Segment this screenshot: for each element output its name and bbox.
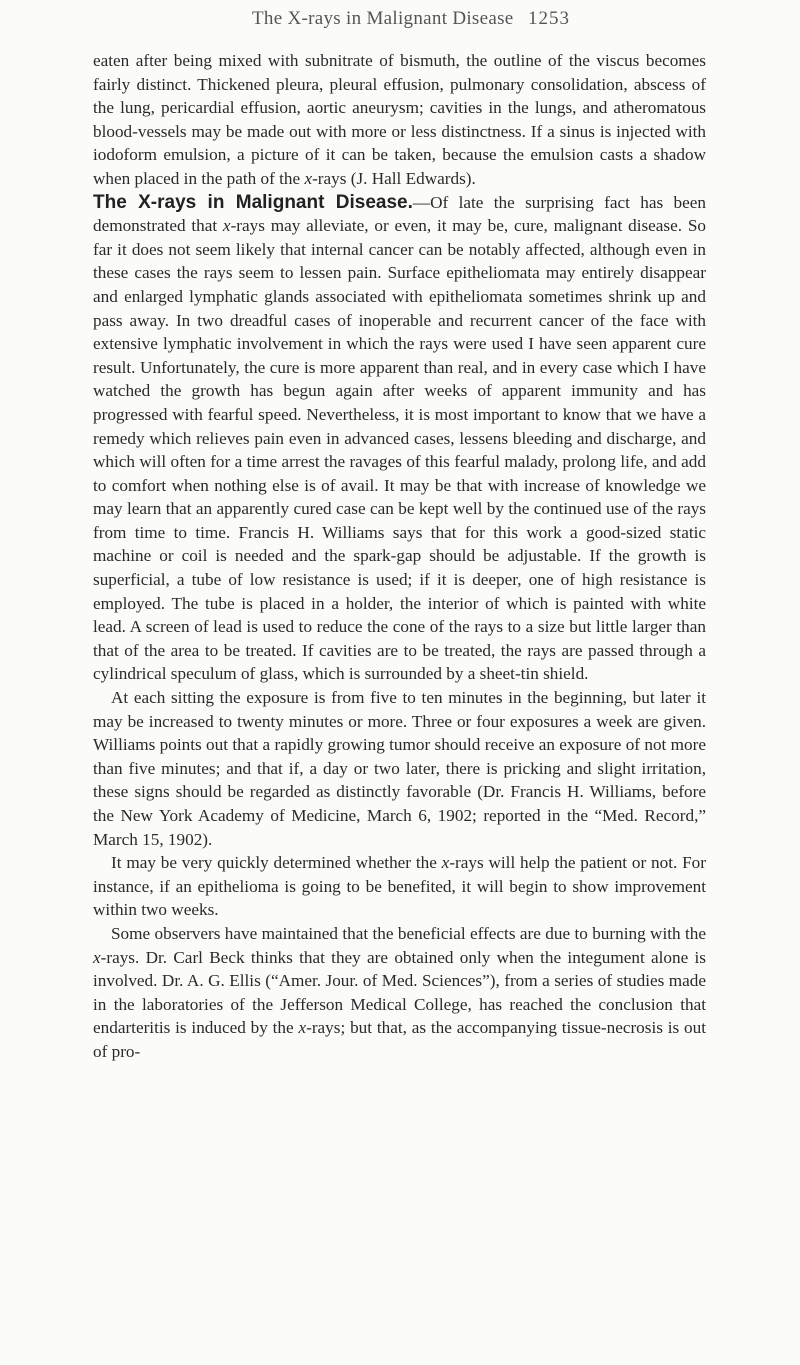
running-title: The X-rays in Malignant Disease — [252, 8, 514, 29]
paragraph-section-start: The X-rays in Malignant Disease.—Of late the surprising fact has been demonstrated that x-rays may alleviate, or even, it may be, cure, malignant disease. So far it does not seem likely that internal cancer can be notably affected, although even in these cases the rays seem to lessen pain. Surface epitheliomata may entirely disappear and enlarged lymphatic glands associated with epitheliomata sometimes shrink up and pass away. In two dreadful cases of inoperable and recurrent cancer of the face with extensive lymphatic involvement in which the rays were used I have seen apparent cure result. Unfortunately, the cure is more apparent than real, and in every case which I have watched the growth has begun again after weeks of apparent immunity and has progressed with fearful speed. Nevertheless, it is most important to know that we have a remedy which relieves pain even in advanced cases, lessens bleeding and discharge, and which will often for a time arrest the ravages of this fearful malady, prolong life, and add to comfort when nothing else is of avail. It may be that with increase of knowledge we may learn that an apparently cured case can be kept well by the continued use of the rays from time to time. Francis H. Williams says that for this work a good-sized static machine or coil is needed and the spark-gap should be adjustable. If the growth is superficial, a tube of low resistance is used; if it is deeper, one of high resistance is employed. The tube is placed in a holder, the interior of which is painted with white lead. A screen of lead is used to reduce the cone of the rays to a size but little larger than that of the area to be treated. If cavities are to be treated, the rays are passed through a cylindrical speculum of glass, which is surrounded by a sheet-tin shield. — [93, 191, 706, 684]
section-heading: The X-rays in Malignant Disease. — [93, 191, 413, 213]
page-body — [93, 49, 706, 1064]
paragraph-observers: Some observers have maintained that the beneficial effects are due to burning with the x-rays. Dr. Carl Beck thinks that they are obtained only when the integument alone is involved. Dr. A. G. Ellis (“Amer. Jour. of Med. Sciences”), from a series of studies made in the laboratories of the Jefferson Medical College, has reached the conclusion that endarteritis is induced by the x-rays; but that, as the accompanying tissue-necrosis is out of pro- — [93, 923, 706, 1061]
page-number: 1253 — [528, 8, 570, 29]
paragraph-exposure: At each sitting the exposure is from five to ten minutes in the beginning, but later it may be increased to twenty minutes or more. Three or four exposures a week are given. Williams points out that a rapidly growing tumor should receive an exposure of not more than five minutes; and that if, a day or two later, there is pricking and slight irritation, these signs should be regarded as distinctly favorable (Dr. Francis H. Williams, before the New York Academy of Medicine, March 6, 1902; reported in the “Med. Record,” March 15, 1902). — [93, 688, 706, 849]
paragraph-determination: It may be very quickly determined whether the x-rays will help the patient or not. For instance, if an epithelioma is going to be benefited, it will begin to show improvement within two weeks. — [93, 853, 706, 920]
paragraph-continuation: eaten after being mixed with subnitrate of bismuth, the outline of the viscus becomes fairly distinct. Thickened pleura, pleural effusion, pulmonary consolidation, abscess of the lung, pericardial effusion, aortic aneurysm; cavities in the lungs, and atheromatous blood-vessels may be made out with more or less distinctness. If a sinus is injected with iodoform emulsion, a picture of it can be taken, because the emulsion casts a shadow when placed in the path of the x-rays (J. Hall Edwards). — [93, 51, 706, 188]
running-header — [252, 8, 570, 30]
